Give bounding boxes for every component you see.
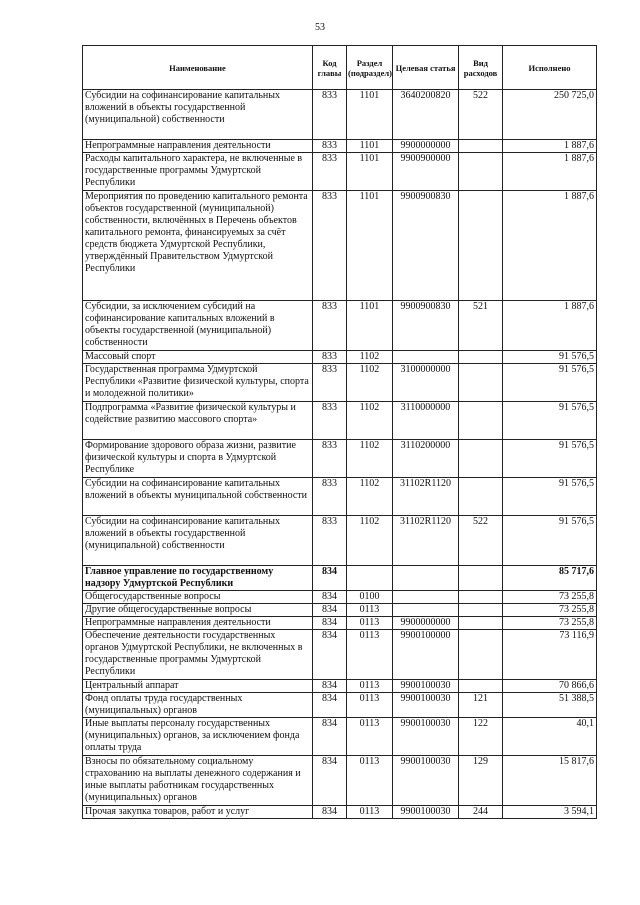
table-row — [83, 140, 597, 153]
cell-type — [459, 364, 503, 402]
cell-chapter: 833 — [313, 191, 347, 301]
cell-chapter: 834 — [313, 806, 347, 819]
cell-target: 9900100030 — [393, 680, 459, 693]
cell-target: 3100000000 — [393, 364, 459, 402]
cell-section: 1101 — [347, 153, 393, 191]
cell-target: 9900900830 — [393, 191, 459, 301]
table-row — [83, 756, 597, 806]
table-row — [83, 90, 597, 140]
cell-chapter: 834 — [313, 566, 347, 591]
cell-target: 9900100030 — [393, 718, 459, 756]
header-name: Наименование — [83, 46, 313, 90]
table-row — [83, 718, 597, 756]
cell-chapter: 833 — [313, 351, 347, 364]
cell-amount: 73 255,8 — [503, 591, 597, 604]
cell-type: 522 — [459, 516, 503, 566]
cell-type — [459, 680, 503, 693]
table-row — [83, 806, 597, 819]
cell-target: 9900900000 — [393, 153, 459, 191]
cell-name: Субсидии на софинансирование капитальных вложений в объекты муниципальной собственности — [83, 478, 313, 516]
cell-type — [459, 351, 503, 364]
cell-amount: 15 817,6 — [503, 756, 597, 806]
cell-section: 0113 — [347, 718, 393, 756]
cell-target: 9900900830 — [393, 301, 459, 351]
cell-section: 1102 — [347, 402, 393, 440]
cell-section: 0113 — [347, 604, 393, 617]
cell-target: 9900000000 — [393, 617, 459, 630]
cell-type: 522 — [459, 90, 503, 140]
cell-chapter: 833 — [313, 140, 347, 153]
cell-target: 9900100030 — [393, 806, 459, 819]
cell-type — [459, 191, 503, 301]
cell-section: 1101 — [347, 90, 393, 140]
cell-amount: 91 576,5 — [503, 516, 597, 566]
cell-amount: 1 887,6 — [503, 153, 597, 191]
cell-type: 521 — [459, 301, 503, 351]
cell-section: 1101 — [347, 301, 393, 351]
table-row — [83, 478, 597, 516]
cell-target — [393, 351, 459, 364]
cell-type — [459, 440, 503, 478]
page-number: 53 — [315, 22, 325, 33]
cell-section: 1102 — [347, 364, 393, 402]
table-row — [83, 516, 597, 566]
cell-target — [393, 604, 459, 617]
cell-target: 9900100000 — [393, 630, 459, 680]
cell-target: 3640200820 — [393, 90, 459, 140]
cell-target: 31102R1120 — [393, 516, 459, 566]
cell-name: Субсидии на софинансирование капитальных вложений в объекты государственной (муниципальной) собственности — [83, 90, 313, 140]
cell-amount: 51 388,5 — [503, 693, 597, 718]
table-row — [83, 301, 597, 351]
cell-amount: 1 887,6 — [503, 140, 597, 153]
cell-name: Фонд оплаты труда государственных (муниципальных) органов — [83, 693, 313, 718]
cell-section: 0113 — [347, 617, 393, 630]
cell-chapter: 833 — [313, 301, 347, 351]
cell-name: Подпрограмма «Развитие физической культуры и содействие развитию массового спорта» — [83, 402, 313, 440]
cell-name: Иные выплаты персоналу государственных (муниципальных) органов, за исключением фонда оплаты труда — [83, 718, 313, 756]
cell-target: 9900100030 — [393, 756, 459, 806]
cell-type — [459, 591, 503, 604]
cell-chapter: 833 — [313, 364, 347, 402]
cell-section: 1101 — [347, 140, 393, 153]
table-row — [83, 402, 597, 440]
cell-type — [459, 566, 503, 591]
table-row — [83, 591, 597, 604]
cell-target: 3110200000 — [393, 440, 459, 478]
cell-chapter: 833 — [313, 402, 347, 440]
cell-type — [459, 478, 503, 516]
cell-section: 1102 — [347, 351, 393, 364]
cell-name: Прочая закупка товаров, работ и услуг — [83, 806, 313, 819]
table-row — [83, 617, 597, 630]
header-executed: Исполнено — [503, 46, 597, 90]
cell-amount: 73 116,9 — [503, 630, 597, 680]
cell-type: 122 — [459, 718, 503, 756]
cell-type — [459, 402, 503, 440]
cell-chapter: 833 — [313, 478, 347, 516]
table-row — [83, 440, 597, 478]
table-row — [83, 351, 597, 364]
cell-type: 244 — [459, 806, 503, 819]
cell-chapter: 834 — [313, 630, 347, 680]
cell-amount: 3 594,1 — [503, 806, 597, 819]
cell-type: 129 — [459, 756, 503, 806]
cell-target — [393, 591, 459, 604]
expenditure-table — [82, 45, 597, 819]
cell-name: Субсидии на софинансирование капитальных вложений в объекты государственной (муниципальной) собственности — [83, 516, 313, 566]
cell-section: 1102 — [347, 478, 393, 516]
cell-amount: 1 887,6 — [503, 301, 597, 351]
cell-name: Непрограммные направления деятельности — [83, 617, 313, 630]
cell-name: Обеспечение деятельности государственных органов Удмуртской Республики, не включенных в государственные программы Удмуртской Республики — [83, 630, 313, 680]
cell-name: Расходы капитального характера, не включенные в государственные программы Удмуртской Республики — [83, 153, 313, 191]
cell-amount: 91 576,5 — [503, 364, 597, 402]
cell-chapter: 834 — [313, 693, 347, 718]
cell-target: 31102R1120 — [393, 478, 459, 516]
cell-chapter: 833 — [313, 153, 347, 191]
header-chapter: Код главы — [313, 46, 347, 90]
table-header-row — [83, 46, 597, 90]
cell-section: 1102 — [347, 516, 393, 566]
cell-type — [459, 153, 503, 191]
cell-chapter: 834 — [313, 617, 347, 630]
cell-name: Другие общегосударственные вопросы — [83, 604, 313, 617]
cell-name: Центральный аппарат — [83, 680, 313, 693]
cell-type: 121 — [459, 693, 503, 718]
table-row — [83, 364, 597, 402]
table-row — [83, 680, 597, 693]
cell-amount: 73 255,8 — [503, 617, 597, 630]
cell-name: Взносы по обязательному социальному страхованию на выплаты денежного содержания и иные выплаты работникам государственных (муниципальных) органов — [83, 756, 313, 806]
cell-name: Массовый спорт — [83, 351, 313, 364]
cell-type — [459, 604, 503, 617]
header-target: Целевая статья — [393, 46, 459, 90]
cell-section: 1102 — [347, 440, 393, 478]
cell-chapter: 834 — [313, 680, 347, 693]
table-row — [83, 153, 597, 191]
cell-name: Государственная программа Удмуртской Республики «Развитие физической культуры, спорта и молодежной политики» — [83, 364, 313, 402]
table-row — [83, 566, 597, 591]
cell-section: 0113 — [347, 806, 393, 819]
cell-section: 0113 — [347, 630, 393, 680]
cell-name: Мероприятия по проведению капитального ремонта объектов государственной (муниципальной) собственности, включённых в Перечень объектов капитального ремонта, финансируемых за счёт средств бюджета Удмуртской Республики, утверждённый Правительством Удмуртской Республики — [83, 191, 313, 301]
cell-chapter: 834 — [313, 604, 347, 617]
cell-section: 0100 — [347, 591, 393, 604]
cell-type — [459, 140, 503, 153]
cell-amount: 85 717,6 — [503, 566, 597, 591]
cell-name: Общегосударственные вопросы — [83, 591, 313, 604]
cell-amount: 1 887,6 — [503, 191, 597, 301]
cell-section: 0113 — [347, 680, 393, 693]
cell-name: Субсидии, за исключением субсидий на софинансирование капитальных вложений в объекты государственной (муниципальной) собственности — [83, 301, 313, 351]
cell-type — [459, 630, 503, 680]
cell-amount: 40,1 — [503, 718, 597, 756]
cell-section: 0113 — [347, 693, 393, 718]
cell-chapter: 833 — [313, 90, 347, 140]
header-section: Раздел (подраздел) — [347, 46, 393, 90]
cell-type — [459, 617, 503, 630]
cell-chapter: 834 — [313, 591, 347, 604]
table-body — [83, 90, 597, 819]
cell-target: 3110000000 — [393, 402, 459, 440]
cell-amount: 70 866,6 — [503, 680, 597, 693]
table-row — [83, 630, 597, 680]
table-row — [83, 693, 597, 718]
cell-amount: 91 576,5 — [503, 351, 597, 364]
cell-amount: 91 576,5 — [503, 402, 597, 440]
cell-section: 1101 — [347, 191, 393, 301]
cell-target: 9900100030 — [393, 693, 459, 718]
cell-chapter: 833 — [313, 516, 347, 566]
cell-chapter: 833 — [313, 440, 347, 478]
cell-target — [393, 566, 459, 591]
cell-chapter: 834 — [313, 718, 347, 756]
header-type: Вид расходов — [459, 46, 503, 90]
cell-section — [347, 566, 393, 591]
table-row — [83, 604, 597, 617]
cell-amount: 73 255,8 — [503, 604, 597, 617]
cell-name: Формирование здорового образа жизни, развитие физической культуры и спорта в Удмуртской Республике — [83, 440, 313, 478]
cell-amount: 250 725,0 — [503, 90, 597, 140]
cell-name: Непрограммные направления деятельности — [83, 140, 313, 153]
table-row — [83, 191, 597, 301]
cell-section: 0113 — [347, 756, 393, 806]
cell-name: Главное управление по государственному надзору Удмуртской Республики — [83, 566, 313, 591]
cell-amount: 91 576,5 — [503, 440, 597, 478]
cell-chapter: 834 — [313, 756, 347, 806]
cell-target: 9900000000 — [393, 140, 459, 153]
cell-amount: 91 576,5 — [503, 478, 597, 516]
